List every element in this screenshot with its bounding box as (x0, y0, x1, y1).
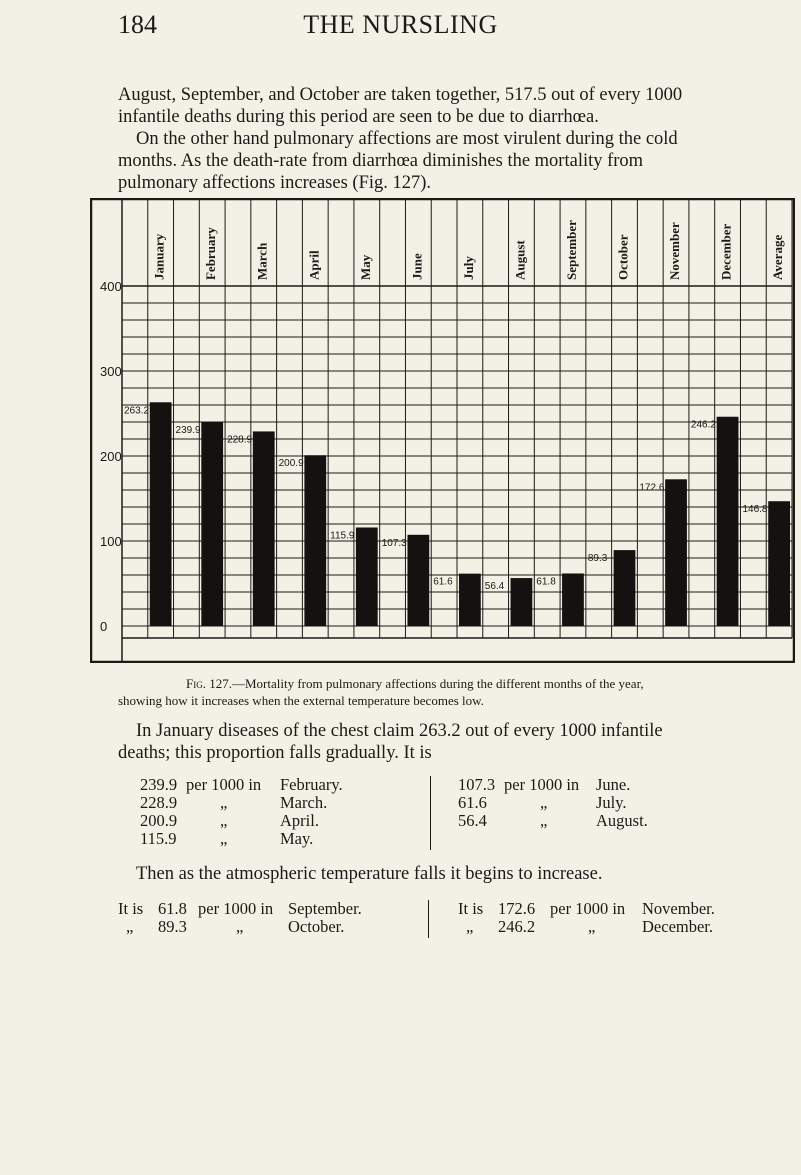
x-category-label: July (460, 256, 476, 280)
bar (407, 535, 429, 626)
paragraph-line: On the other hand pulmonary affections are most virulent during the cold (136, 129, 678, 149)
paragraph-line: August, September, and October are taken together, 517.5 out of every 1000 (118, 85, 683, 105)
x-category-label: October (615, 234, 631, 280)
x-category-label: December (718, 223, 734, 280)
figure-label: Fig. 127. (186, 676, 232, 691)
bar (614, 550, 636, 626)
list-item: „ 89.3 „ October. (126, 917, 345, 936)
data-label: 56.4 (484, 581, 505, 593)
mortality-bar-chart (90, 198, 795, 663)
list-item: 61.6 „ July. (458, 793, 627, 812)
caption-line: —Mortality from pulmonary affections during the different months of the year, (231, 676, 644, 691)
paragraph-january (118, 720, 738, 764)
data-label: 107.3 (381, 537, 407, 549)
bar (562, 573, 584, 626)
decline-list-left (140, 776, 420, 848)
caption-line: showing how it increases when the external temperature becomes low. (118, 693, 484, 708)
running-head: THE NURSLING (303, 10, 498, 39)
page-header (0, 10, 801, 50)
list-item: „ 246.2 „ December. (466, 917, 714, 936)
paragraph-temperature (118, 863, 738, 885)
x-category-label: April (306, 250, 322, 280)
bar (201, 422, 223, 626)
data-label: 228.9 (227, 434, 253, 446)
column-divider (430, 776, 431, 850)
list-item: 228.9 „ March. (140, 793, 328, 812)
data-label: 239.9 (175, 425, 201, 437)
x-category-label: May (357, 254, 373, 280)
bar (665, 479, 687, 626)
x-category-label: March (254, 242, 270, 280)
data-label: 200.9 (278, 458, 304, 470)
bar (768, 501, 790, 626)
data-label: 263.2 (124, 405, 150, 417)
bar (253, 431, 275, 626)
data-label: 146.8 (742, 504, 768, 516)
bar (717, 417, 739, 626)
figure-caption (118, 675, 738, 709)
paragraph-line: infantile deaths during this period are seen to be due to diarrhœa. (118, 107, 599, 127)
paragraph-line: Then as the atmospheric temperature falls it begins to increase. (136, 864, 603, 884)
x-category-label: Average (770, 234, 786, 280)
paragraph-line: pulmonary affections increases (Fig. 127). (118, 173, 432, 193)
x-category-label: January (151, 233, 167, 280)
chart-canvas (90, 198, 795, 663)
x-category-label: August (512, 240, 528, 280)
data-label: 172.6 (639, 482, 665, 494)
paragraph-line: In January diseases of the chest claim 263.2 out of every 1000 infantile (136, 721, 663, 741)
paragraph-line: deaths; this proportion falls gradually. It is (118, 743, 432, 763)
paragraph-pulmonary-intro (118, 128, 738, 194)
bar (150, 402, 172, 626)
list-item: It is 61.8 per 1000 in September. (118, 899, 362, 918)
list-item: 56.4 „ August. (458, 811, 648, 830)
page-number: 184 (118, 10, 157, 39)
y-tick-label: 100 (100, 534, 122, 549)
list-item: 239.9 per 1000 in February. (140, 775, 343, 794)
list-item: 107.3 per 1000 in June. (458, 775, 631, 794)
data-label: 89.3 (587, 553, 608, 565)
paragraph-diarrhoea-summary (118, 84, 738, 128)
bar (304, 455, 326, 626)
x-category-label: September (563, 220, 579, 280)
data-label: 246.2 (690, 419, 716, 431)
increase-list-left (118, 900, 418, 936)
bar (511, 578, 533, 626)
x-category-label: June (409, 253, 425, 280)
data-label: 115.9 (330, 530, 355, 542)
y-tick-label: 300 (100, 364, 122, 379)
y-tick-label: 400 (100, 279, 122, 294)
y-tick-label: 0 (100, 619, 108, 634)
decline-list-right (458, 776, 738, 830)
bar (356, 527, 378, 626)
y-tick-label: 200 (100, 449, 122, 464)
data-label: 61.8 (536, 576, 556, 588)
list-item: It is 172.6 per 1000 in November. (458, 899, 715, 918)
list-item: 115.9 „ May. (140, 829, 314, 848)
increase-list-right (458, 900, 758, 936)
data-label: 61.6 (433, 576, 453, 588)
column-divider (428, 900, 429, 938)
list-item: 200.9 „ April. (140, 811, 319, 830)
bar (459, 574, 481, 626)
x-category-label: February (203, 227, 219, 280)
paragraph-line: months. As the death-rate from diarrhœa diminishes the mortality from (118, 151, 644, 171)
x-category-label: November (667, 222, 683, 280)
